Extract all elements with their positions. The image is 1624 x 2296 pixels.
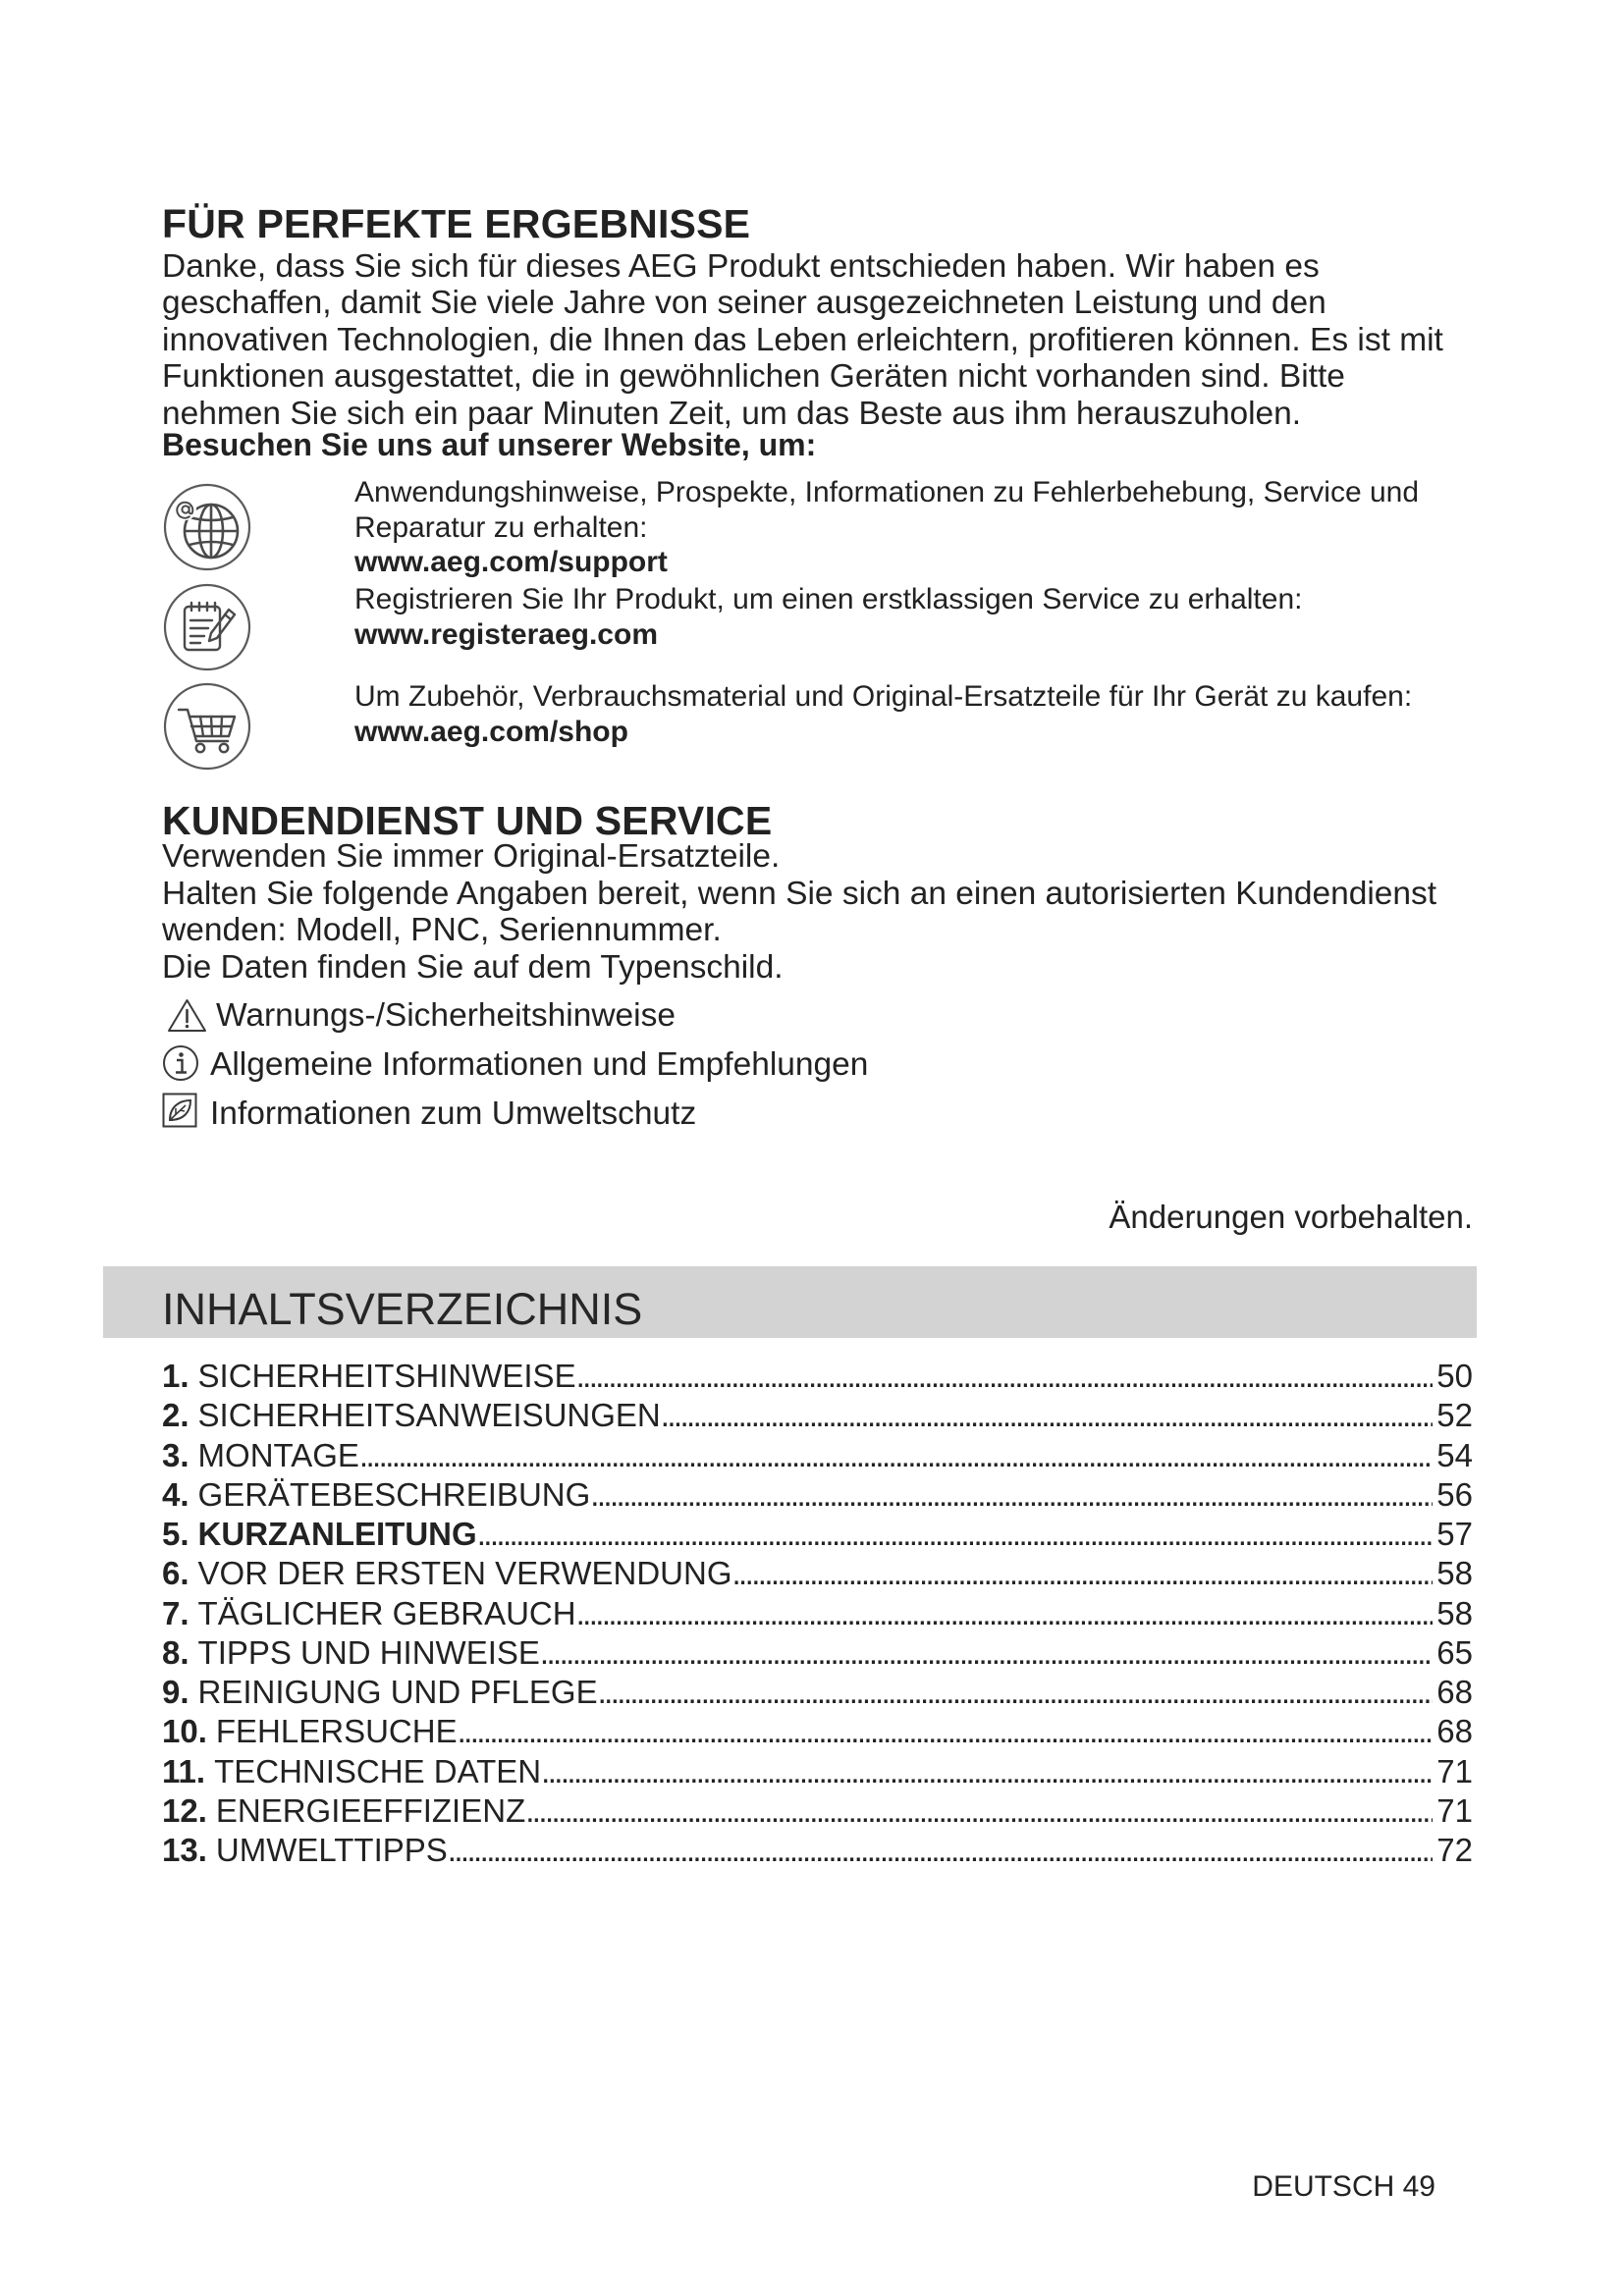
toc-entry-title: REINIGUNG UND PFLEGE (197, 1674, 598, 1710)
toc-header-bar (103, 1266, 1477, 1338)
toc-dot-leader (541, 1752, 1433, 1791)
toc-dot-leader (540, 1633, 1433, 1673)
legend-info-label: Allgemeine Informationen und Empfehlungen (210, 1046, 869, 1083)
toc-entry-title: TECHNISCHE DATEN (214, 1752, 542, 1789)
registration-url-link[interactable]: www.registeraeg.com (354, 617, 658, 651)
toc-entry (162, 1791, 1473, 1831)
website-item-shop-text (354, 679, 1412, 749)
website-item-registration-text (354, 582, 1302, 652)
service-paragraph (162, 838, 1436, 987)
website-item-shop (162, 679, 1468, 777)
website-item-line: Reparatur zu erhalten: (354, 510, 648, 544)
toc-entry (162, 1712, 1473, 1751)
toc-entry-page: 72 (1436, 1832, 1473, 1868)
toc-title: INHALTSVERZEICHNIS (162, 1284, 643, 1334)
globe-at-icon (163, 483, 251, 571)
toc-entry-number: 4. (162, 1475, 189, 1513)
shop-url-link[interactable]: www.aeg.com/shop (354, 715, 628, 748)
service-paragraph-line: Die Daten finden Sie auf dem Typenschild. (162, 949, 784, 987)
toc-entry-title: GERÄTEBESCHREIBUNG (197, 1475, 591, 1513)
website-item-line: Um Zubehör, Verbrauchsmaterial und Original-Ersatzteile für Ihr Gerät zu kaufen: (354, 680, 1413, 713)
toc-entry-number: 10. (162, 1713, 207, 1750)
toc-entry (162, 1594, 1473, 1633)
toc-dot-leader (458, 1712, 1434, 1751)
toc-entry-number: 3. (162, 1436, 189, 1473)
legend-environment-label: Informationen zum Umweltschutz (210, 1095, 697, 1132)
toc-entry-number: 7. (162, 1594, 189, 1631)
toc-entry-page: 57 (1436, 1516, 1473, 1552)
toc-entry-title: VOR DER ERSTEN VERWENDUNG (197, 1555, 732, 1592)
legend-warning (162, 997, 1046, 1037)
toc-entry-page: 50 (1436, 1358, 1473, 1394)
toc-entry (162, 1396, 1473, 1435)
toc-dot-leader (525, 1791, 1433, 1831)
toc-entry (162, 1554, 1473, 1593)
toc-entry (162, 1752, 1473, 1791)
footer-language: DEUTSCH (1252, 2170, 1395, 2203)
shopping-cart-icon (163, 682, 251, 771)
toc-entry-page: 71 (1436, 1791, 1473, 1829)
toc-entry-page: 68 (1436, 1713, 1473, 1750)
service-paragraph-line: Halten Sie folgende Angaben bereit, wenn Sie sich an einen autorisierten Kundendienst (162, 875, 1437, 912)
toc-dot-leader (576, 1594, 1434, 1633)
service-paragraph-line: Verwenden Sie immer Original-Ersatzteile. (162, 838, 781, 875)
toc-entry-number: 1. (162, 1358, 189, 1394)
support-url-link[interactable]: www.aeg.com/support (354, 546, 668, 578)
toc-dot-leader (576, 1357, 1434, 1396)
toc-entry-page: 56 (1436, 1475, 1473, 1513)
legend-environment (162, 1095, 1046, 1135)
toc-entry (162, 1831, 1473, 1870)
toc-entry-page: 68 (1436, 1674, 1473, 1710)
intro-paragraph-line: innovativen Technologien, die Ihnen das Leben erleichtern, profitieren können. Es ist mit (162, 321, 1443, 358)
toc-entry-number: 8. (162, 1633, 189, 1671)
toc-entry (162, 1436, 1473, 1475)
legend-warning-label: Warnungs-/Sicherheitshinweise (216, 997, 676, 1034)
toc-entry-page: 52 (1436, 1397, 1473, 1434)
toc-entry-page: 54 (1436, 1436, 1473, 1473)
service-paragraph-line: wenden: Modell, PNC, Seriennummer. (162, 912, 722, 949)
toc-dot-leader (477, 1515, 1434, 1554)
toc-entry-page: 65 (1436, 1633, 1473, 1671)
toc-entry-number: 2. (162, 1397, 189, 1434)
toc-entry-title: ENERGIEEFFIZIENZ (215, 1791, 526, 1829)
intro-paragraph-line: geschaffen, damit Sie viele Jahre von seiner ausgezeichneten Leistung und den (162, 285, 1326, 322)
toc-entry-title: MONTAGE (197, 1436, 359, 1473)
toc-entry (162, 1633, 1473, 1673)
toc-entry-title: TIPPS UND HINWEISE (197, 1633, 540, 1671)
toc-entry-page: 58 (1436, 1555, 1473, 1592)
toc-entry-number: 13. (162, 1832, 207, 1868)
toc-entry-number: 9. (162, 1674, 189, 1710)
toc-entry-title: SICHERHEITSANWEISUNGEN (197, 1397, 661, 1434)
toc-dot-leader (448, 1831, 1434, 1870)
toc-entry-title: KURZANLEITUNG (197, 1516, 477, 1552)
toc-entry-number: 11. (162, 1752, 206, 1789)
toc-entry (162, 1475, 1473, 1515)
website-item-support (162, 475, 1468, 578)
intro-paragraph-line: nehmen Sie sich ein paar Minuten Zeit, um das Beste aus ihm herauszuholen. (162, 395, 1302, 432)
toc-dot-leader (590, 1475, 1433, 1515)
toc-dot-leader (598, 1673, 1434, 1712)
intro-paragraph (162, 248, 1443, 432)
legend-info (162, 1046, 1046, 1086)
website-item-support-text (354, 475, 1419, 580)
warning-triangle-icon (167, 998, 207, 1034)
environment-leaf-icon (162, 1093, 197, 1128)
toc-entry-page: 71 (1436, 1752, 1473, 1789)
product-registration-icon (163, 583, 251, 671)
toc-dot-leader (359, 1436, 1433, 1475)
toc-dot-leader (731, 1554, 1433, 1593)
table-of-contents (162, 1357, 1473, 1870)
changes-reserved-notice: Änderungen vorbehalten. (1109, 1199, 1473, 1235)
info-icon (162, 1044, 199, 1082)
website-item-line: Registrieren Sie Ihr Produkt, um einen erstklassigen Service zu erhalten: (354, 583, 1303, 615)
toc-entry (162, 1673, 1473, 1712)
toc-dot-leader (661, 1396, 1434, 1435)
toc-entry-number: 12. (162, 1791, 207, 1829)
toc-entry (162, 1515, 1473, 1554)
intro-heading: FÜR PERFEKTE ERGEBNISSE (162, 201, 751, 246)
toc-entry-title: SICHERHEITSHINWEISE (197, 1358, 576, 1394)
toc-entry-number: 5. (162, 1516, 189, 1552)
toc-entry-page: 58 (1436, 1594, 1473, 1631)
intro-paragraph-line: Danke, dass Sie sich für dieses AEG Produkt entschieden haben. Wir haben es (162, 248, 1320, 285)
website-item-line: Anwendungshinweise, Prospekte, Informationen zu Fehlerbehebung, Service und (354, 476, 1420, 508)
intro-paragraph-line: Funktionen ausgestattet, die in gewöhnlichen Geräten nicht vorhanden sind. Bitte (162, 358, 1345, 396)
footer-page-number: 49 (1402, 2170, 1435, 2203)
toc-entry-title: TÄGLICHER GEBRAUCH (197, 1594, 576, 1631)
toc-entry-title: UMWELTTIPPS (215, 1832, 448, 1868)
website-prompt: Besuchen Sie uns auf unserer Website, um: (162, 427, 817, 462)
toc-entry (162, 1357, 1473, 1396)
website-item-registration (162, 582, 1468, 680)
page-footer (1252, 2169, 1435, 2205)
toc-entry-title: FEHLERSUCHE (215, 1713, 458, 1750)
toc-entry-number: 6. (162, 1555, 189, 1592)
service-heading: KUNDENDIENST UND SERVICE (162, 798, 773, 843)
